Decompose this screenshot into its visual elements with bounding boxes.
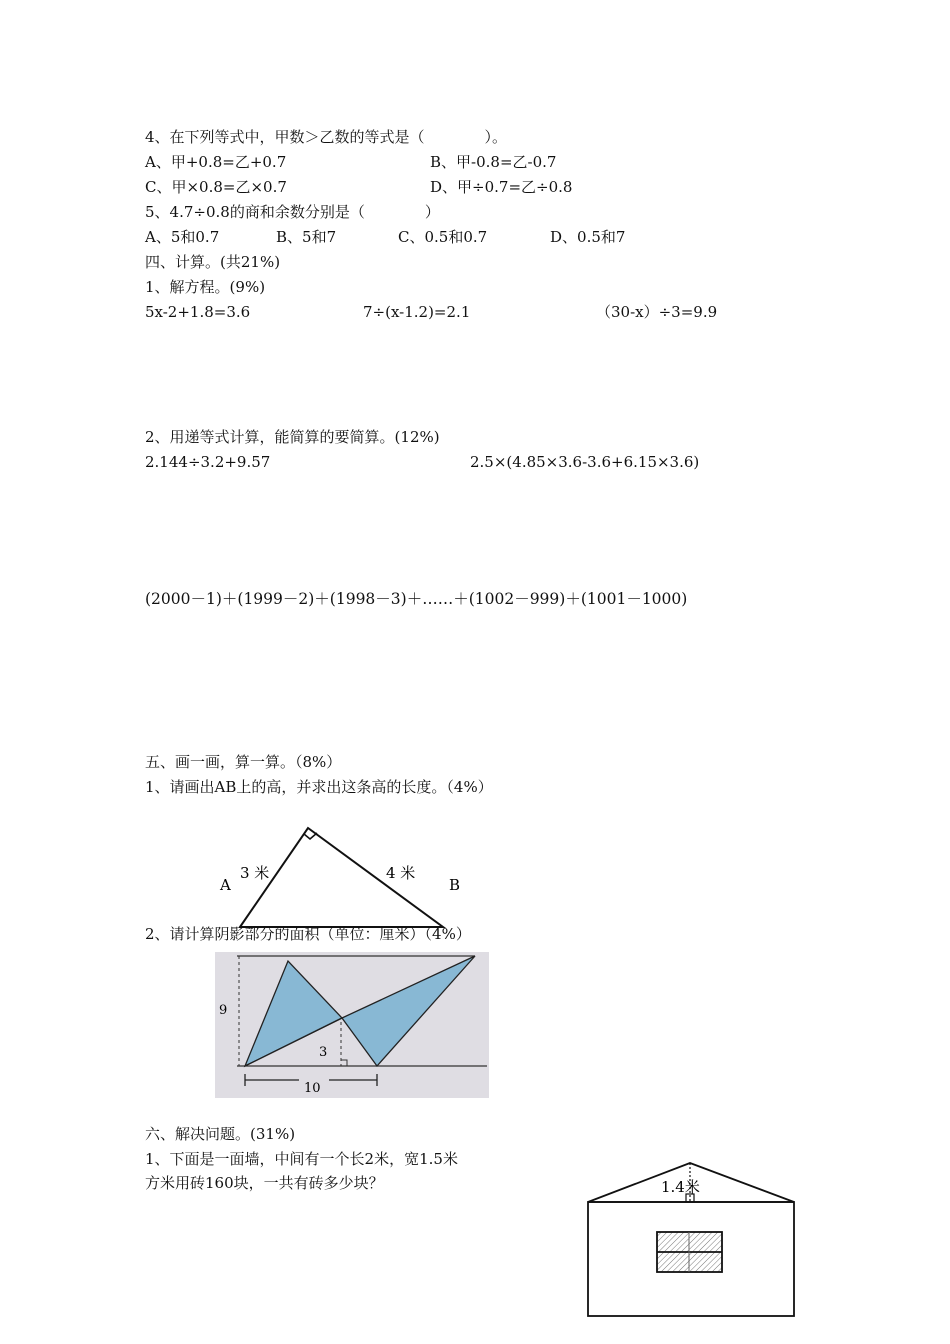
q4-option-b: B、甲-0.8=乙-0.7 — [430, 153, 557, 171]
q5-stem: 5、4.7÷0.8的商和余数分别是（ ） — [145, 203, 440, 221]
height-label: 9 — [219, 1003, 228, 1018]
section-6-title: 六、解决问题。(31%) — [145, 1125, 296, 1143]
sec5-q2: 2、请计算阴影部分的面积（单位：厘米）（4%） — [145, 925, 471, 943]
sec4-p1-title: 1、解方程。(9%) — [145, 278, 266, 296]
sec5-q1: 1、请画出AB上的高，并求出这条高的长度。（4%） — [145, 778, 493, 796]
side-length-4: 4 米 — [386, 864, 416, 882]
q4-option-c: C、甲×0.8=乙×0.7 — [145, 178, 287, 196]
side-length-3: 3 米 — [240, 864, 270, 882]
equation-1: 5x-2+1.8=3.6 — [145, 303, 251, 321]
equation-2: 7÷(x-1.2)=2.1 — [363, 303, 471, 321]
q5-option-c: C、0.5和0.7 — [398, 228, 488, 246]
vertex-a-label: A — [220, 876, 231, 894]
q4-option-d: D、甲÷0.7=乙÷0.8 — [430, 178, 573, 196]
q5-option-b: B、5和7 — [276, 228, 337, 246]
section-4-title: 四、计算。(共21%) — [145, 253, 281, 271]
sec6-q1-line2: 方米用砖160块，一共有砖多少块？ — [145, 1174, 384, 1192]
q4-stem: 4、在下列等式中，甲数＞乙数的等式是（ ）。 — [145, 128, 508, 146]
sec4-p2-title: 2、用递等式计算，能简算的要简算。(12%) — [145, 428, 440, 446]
expression-2: 2.5×(4.85×3.6-3.6+6.15×3.6) — [470, 453, 700, 471]
section-5-title: 五、画一画，算一算。（8%） — [145, 753, 342, 771]
expression-1: 2.144÷3.2+9.57 — [145, 453, 271, 471]
wall-figure — [586, 1160, 798, 1320]
right-triangle-figure — [200, 815, 460, 935]
expression-3: (2000－1)＋(1999－2)＋(1998－3)＋……＋(1002－999)＋(1001－1000) — [145, 590, 688, 608]
sec6-q1-line1: 1、下面是一面墙，中间有一个长2米，宽1.5米 — [145, 1150, 458, 1168]
shaded-area-figure — [215, 952, 489, 1098]
mid-label: 3 — [319, 1045, 328, 1060]
q5-option-d: D、0.5和7 — [550, 228, 626, 246]
base-label: 10 — [304, 1081, 321, 1096]
equation-3: （30-x）÷3=9.9 — [596, 303, 718, 321]
q4-option-a: A、甲+0.8=乙+0.7 — [145, 153, 287, 171]
vertex-b-label: B — [449, 876, 461, 894]
q5-option-a: A、5和0.7 — [145, 228, 220, 246]
roof-height-label: 1.4米 — [661, 1178, 700, 1196]
